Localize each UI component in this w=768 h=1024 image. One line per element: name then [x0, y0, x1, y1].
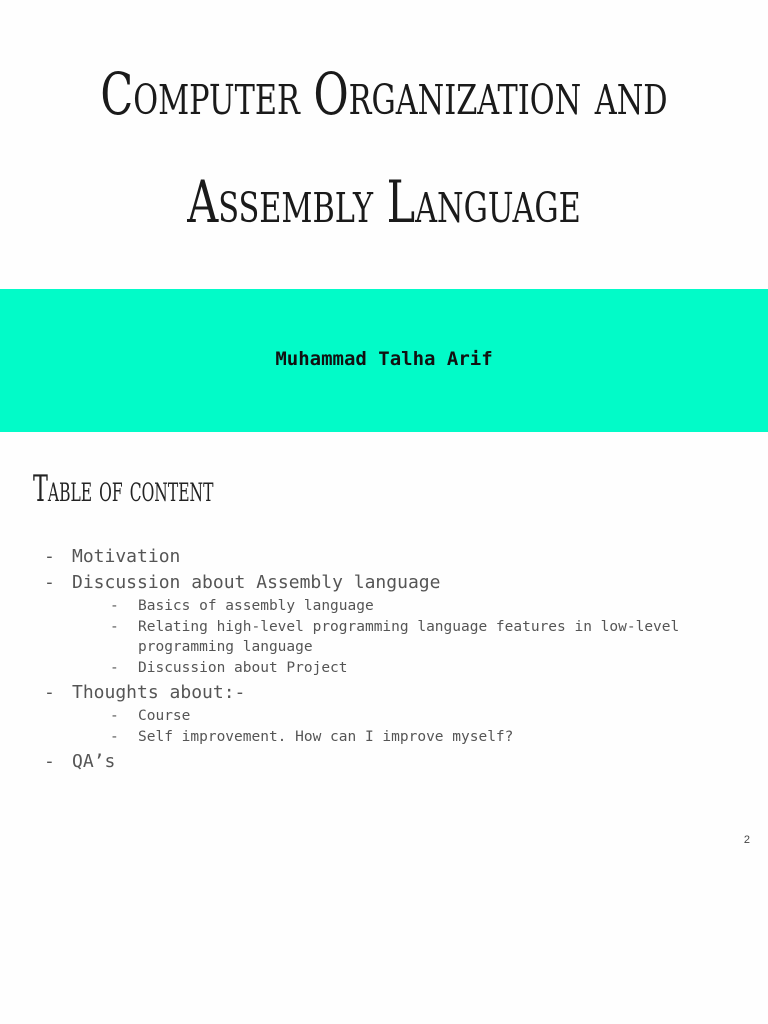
- slide-title: [0, 40, 768, 256]
- toc-sublist: [72, 706, 724, 747]
- toc-subitem: - Course: [110, 706, 724, 727]
- page-number: 2: [743, 834, 750, 846]
- toc-item-label: Thoughts about:-: [72, 682, 246, 703]
- toc-subitem: - Self improvement. How can I improve myself?: [110, 727, 724, 748]
- toc-subitem: - Relating high-level programming language features in low-level programming language: [110, 617, 724, 658]
- toc-heading: Table of content: [33, 469, 214, 510]
- title-line-1: Computer Organization and: [100, 60, 668, 128]
- toc-list: [44, 544, 724, 775]
- toc-item-assembly-discussion: [44, 570, 724, 678]
- toc-subitem: - Discussion about Project: [110, 658, 724, 679]
- toc-item-label: Motivation: [72, 546, 181, 567]
- author-banner: [0, 289, 768, 432]
- title-line-2: Assembly Language: [187, 168, 581, 236]
- toc-sublist: [72, 596, 724, 678]
- toc-item-label: QA’s: [72, 751, 116, 772]
- toc-item-qa: [44, 749, 724, 775]
- toc-item-thoughts: [44, 680, 724, 747]
- author-name: Muhammad Talha Arif: [275, 347, 493, 370]
- toc-subitem: - Basics of assembly language: [110, 596, 724, 617]
- toc-item-label: Discussion about Assembly language: [72, 572, 441, 593]
- toc-item-motivation: [44, 544, 724, 570]
